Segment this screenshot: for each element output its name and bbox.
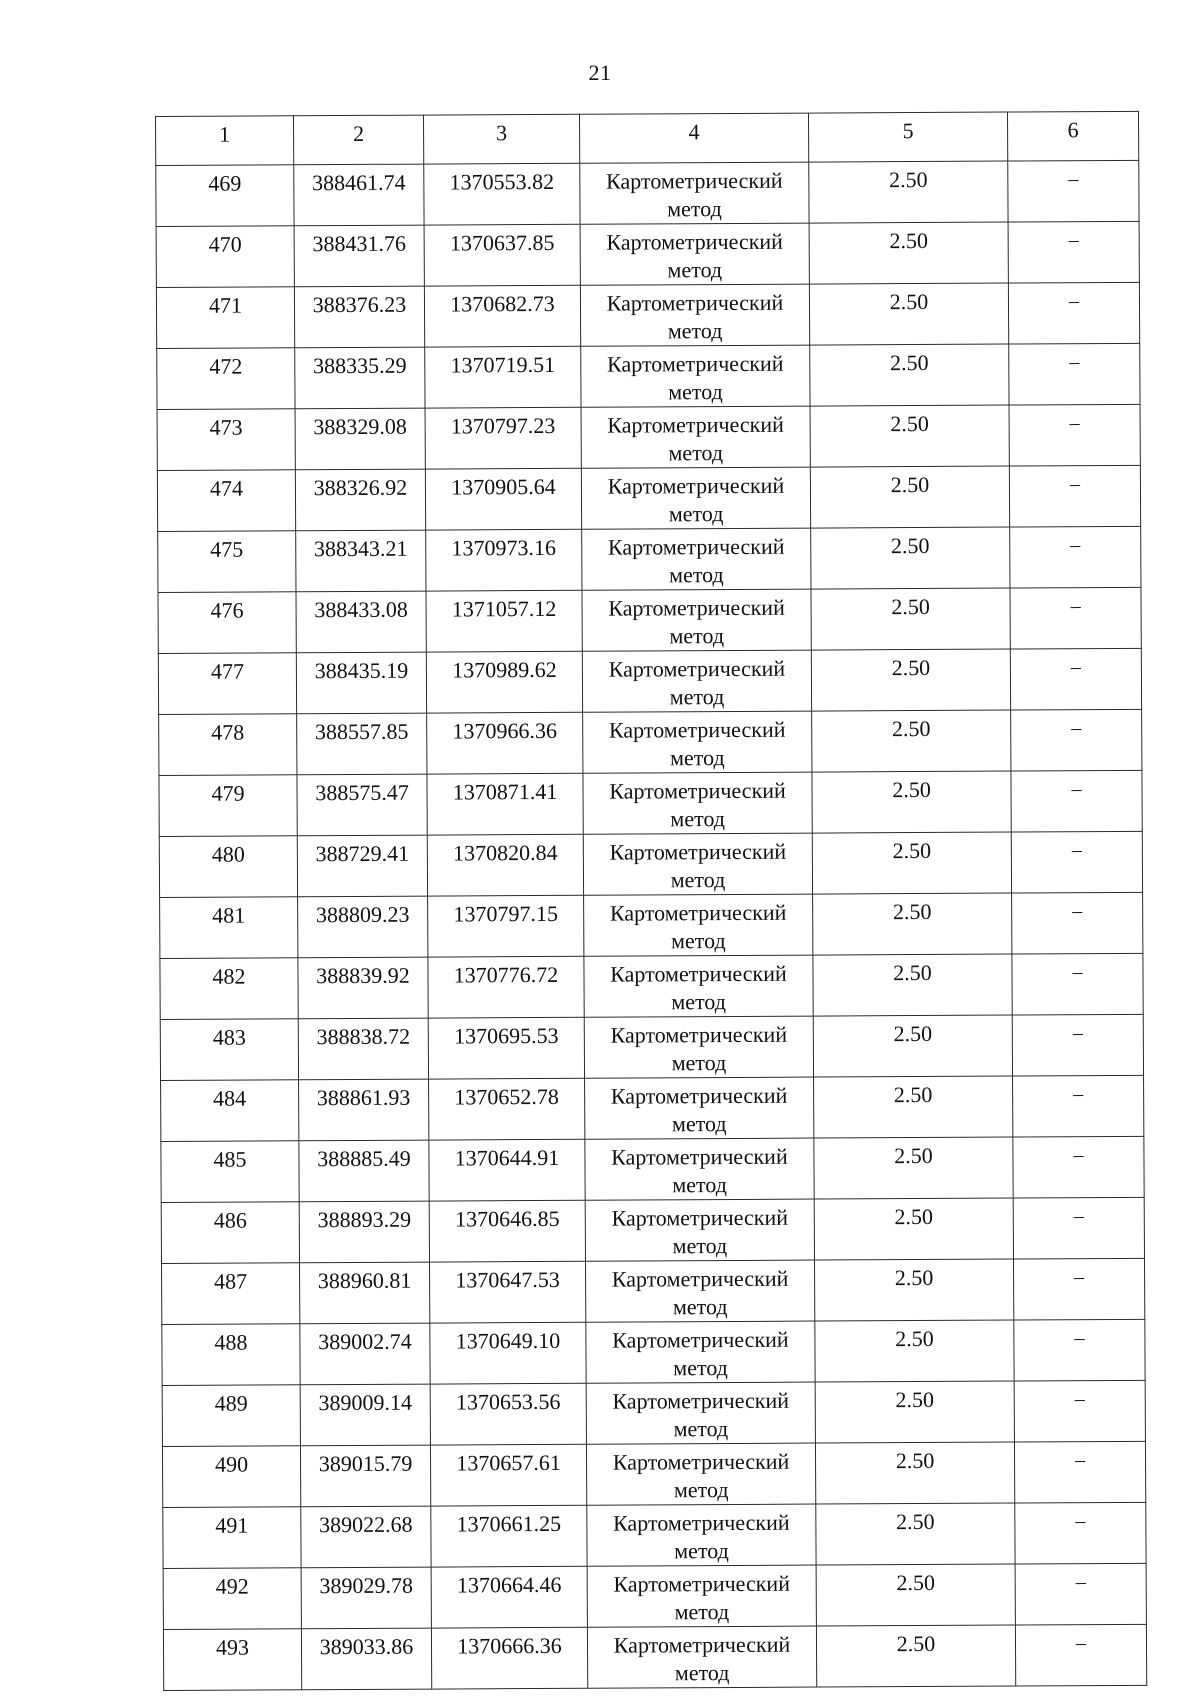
method-cell: Картометрический метод [586,1260,815,1322]
method-cell: Картометрический метод [580,223,809,285]
x-coordinate-cell: 388839.92 [298,957,428,1019]
table-row [163,1502,1146,1568]
point-number-cell: 474 [157,470,295,532]
note-cell: – [1013,1136,1144,1198]
note-cell: – [1014,1441,1145,1503]
note-cell: – [1009,343,1140,405]
y-coordinate-cell: 1370989.62 [426,651,582,713]
point-number-cell: 473 [157,409,295,471]
table-header [156,111,1139,165]
table-row [163,1563,1146,1629]
y-coordinate-cell: 1370646.85 [429,1200,585,1262]
note-cell: – [1014,1380,1145,1442]
point-number-cell: 469 [156,165,294,227]
x-coordinate-cell: 388861.93 [299,1079,429,1141]
y-coordinate-cell: 1370657.61 [430,1444,586,1506]
accuracy-cell: 2.50 [810,405,1009,467]
y-coordinate-cell: 1370637.85 [424,224,580,286]
note-cell: – [1008,221,1139,283]
accuracy-cell: 2.50 [810,466,1009,528]
method-cell: Картометрический метод [587,1565,816,1627]
point-number-cell: 492 [163,1568,301,1630]
x-coordinate-cell: 388376.23 [294,286,424,348]
method-cell: Картометрический метод [585,1138,814,1200]
method-cell: Картометрический метод [587,1626,816,1688]
table-row [156,221,1139,287]
point-number-cell: 479 [159,775,297,837]
accuracy-cell: 2.50 [814,1076,1013,1138]
point-number-cell: 493 [163,1629,301,1691]
table-header-row [156,111,1139,165]
method-cell: Картометрический метод [587,1504,816,1566]
table-row [162,1441,1145,1507]
y-coordinate-cell: 1370966.36 [427,712,583,774]
y-coordinate-cell: 1370666.36 [431,1627,587,1689]
x-coordinate-cell: 389033.86 [301,1628,431,1690]
note-cell: – [1015,1563,1146,1625]
y-coordinate-cell: 1370871.41 [427,773,583,835]
accuracy-cell: 2.50 [814,1198,1013,1260]
x-coordinate-cell: 388729.41 [297,835,427,897]
note-cell: – [1015,1502,1146,1564]
method-cell: Картометрический метод [584,955,813,1017]
accuracy-cell: 2.50 [809,222,1008,284]
y-coordinate-cell: 1370644.91 [429,1139,585,1201]
method-cell: Картометрический метод [584,1016,813,1078]
x-coordinate-cell: 388335.29 [295,347,425,409]
table-row [162,1380,1145,1446]
point-number-cell: 476 [158,592,296,654]
y-coordinate-cell: 1370682.73 [424,285,580,347]
x-coordinate-cell: 388838.72 [298,1018,428,1080]
method-cell: Картометрический метод [585,1199,814,1261]
x-coordinate-cell: 389022.68 [301,1506,431,1568]
y-coordinate-cell: 1370973.16 [426,529,582,591]
page-number: 21 [588,60,612,85]
note-cell: – [1010,587,1141,649]
x-coordinate-cell: 389002.74 [300,1323,430,1385]
table-row [156,282,1139,348]
accuracy-cell: 2.50 [810,344,1009,406]
table-row [159,709,1142,775]
accuracy-cell: 2.50 [815,1442,1014,1504]
note-cell: – [1014,1319,1145,1381]
method-cell: Картометрический метод [586,1321,815,1383]
table-row [161,1075,1144,1141]
y-coordinate-cell: 1370797.15 [428,895,584,957]
x-coordinate-cell: 388885.49 [299,1140,429,1202]
accuracy-cell: 2.50 [815,1320,1014,1382]
y-coordinate-cell: 1370664.46 [431,1566,587,1628]
x-coordinate-cell: 388575.47 [297,774,427,836]
y-coordinate-cell: 1370797.23 [425,407,581,469]
x-coordinate-cell: 388343.21 [296,530,426,592]
table-row [160,953,1143,1019]
accuracy-cell: 2.50 [814,1137,1013,1199]
point-number-cell: 486 [161,1202,299,1264]
point-number-cell: 488 [162,1324,300,1386]
y-coordinate-cell: 1370652.78 [429,1078,585,1140]
note-cell: – [1010,648,1141,710]
x-coordinate-cell: 388435.19 [296,652,426,714]
accuracy-cell: 2.50 [811,527,1010,589]
y-coordinate-cell: 1370553.82 [424,163,580,225]
point-number-cell: 483 [160,1019,298,1081]
table-row [157,404,1140,470]
note-cell: – [1012,892,1143,954]
note-cell: – [1008,282,1139,344]
table-row [160,1014,1143,1080]
y-coordinate-cell: 1370695.53 [428,1017,584,1079]
table-row [157,465,1140,531]
note-cell: – [1012,1014,1143,1076]
note-cell: – [1013,1197,1144,1259]
note-cell: – [1009,465,1140,527]
note-cell: – [1009,404,1140,466]
accuracy-cell: 2.50 [813,1015,1012,1077]
note-cell: – [1008,160,1139,222]
table-row [158,587,1141,653]
point-number-cell: 481 [160,897,298,959]
table-row [162,1319,1145,1385]
y-coordinate-cell: 1370661.25 [431,1505,587,1567]
accuracy-cell: 2.50 [812,832,1011,894]
y-coordinate-cell: 1370905.64 [425,468,581,530]
point-number-cell: 487 [162,1263,300,1325]
method-cell: Картометрический метод [586,1443,815,1505]
method-cell: Картометрический метод [582,589,811,651]
point-number-cell: 475 [158,531,296,593]
y-coordinate-cell: 1370776.72 [428,956,584,1018]
point-number-cell: 470 [156,226,294,288]
table-row [158,648,1141,714]
method-cell: Картометрический метод [581,345,810,407]
x-coordinate-cell: 389029.78 [301,1567,431,1629]
method-cell: Картометрический метод [580,162,809,224]
point-number-cell: 477 [158,653,296,715]
coordinates-table [155,111,1147,1691]
x-coordinate-cell: 388461.74 [294,164,424,226]
column-header: 6 [1007,111,1138,161]
x-coordinate-cell: 388960.81 [300,1262,430,1324]
table-row [160,892,1143,958]
method-cell: Картометрический метод [582,528,811,590]
point-number-cell: 490 [162,1446,300,1508]
method-cell: Картометрический метод [583,833,812,895]
y-coordinate-cell: 1370820.84 [427,834,583,896]
table-row [161,1136,1144,1202]
y-coordinate-cell: 1370719.51 [425,346,581,408]
y-coordinate-cell: 1370647.53 [430,1261,586,1323]
table-row [156,160,1139,226]
point-number-cell: 482 [160,958,298,1020]
table-row [161,1197,1144,1263]
x-coordinate-cell: 388326.92 [295,469,425,531]
x-coordinate-cell: 388433.08 [296,591,426,653]
table-row [159,770,1142,836]
accuracy-cell: 2.50 [813,954,1012,1016]
table-row [158,526,1141,592]
column-header: 4 [579,113,808,163]
method-cell: Картометрический метод [581,406,810,468]
y-coordinate-cell: 1370653.56 [430,1383,586,1445]
point-number-cell: 480 [159,836,297,898]
method-cell: Картометрический метод [584,894,813,956]
note-cell: – [1013,1258,1144,1320]
table-row [163,1624,1146,1690]
column-header: 3 [423,114,579,164]
accuracy-cell: 2.50 [816,1503,1015,1565]
note-cell: – [1013,1075,1144,1137]
point-number-cell: 484 [161,1080,299,1142]
x-coordinate-cell: 389015.79 [300,1445,430,1507]
point-number-cell: 485 [161,1141,299,1203]
x-coordinate-cell: 388809.23 [298,896,428,958]
method-cell: Картометрический метод [585,1077,814,1139]
x-coordinate-cell: 388557.85 [297,713,427,775]
note-cell: – [1011,831,1142,893]
accuracy-cell: 2.50 [812,771,1011,833]
x-coordinate-cell: 389009.14 [300,1384,430,1446]
y-coordinate-cell: 1370649.10 [430,1322,586,1384]
column-header: 2 [294,115,424,165]
method-cell: Картометрический метод [580,284,809,346]
method-cell: Картометрический метод [586,1382,815,1444]
method-cell: Картометрический метод [583,772,812,834]
accuracy-cell: 2.50 [812,710,1011,772]
accuracy-cell: 2.50 [811,649,1010,711]
accuracy-cell: 2.50 [813,893,1012,955]
table-row [157,343,1140,409]
accuracy-cell: 2.50 [816,1625,1015,1687]
point-number-cell: 471 [156,287,294,349]
table-row [162,1258,1145,1324]
method-cell: Картометрический метод [583,711,812,773]
point-number-cell: 491 [163,1507,301,1569]
y-coordinate-cell: 1371057.12 [426,590,582,652]
note-cell: – [1011,709,1142,771]
method-cell: Картометрический метод [582,650,811,712]
x-coordinate-cell: 388893.29 [299,1201,429,1263]
accuracy-cell: 2.50 [814,1259,1013,1321]
note-cell: – [1010,526,1141,588]
accuracy-cell: 2.50 [815,1381,1014,1443]
x-coordinate-cell: 388329.08 [295,408,425,470]
accuracy-cell: 2.50 [816,1564,1015,1626]
point-number-cell: 489 [162,1385,300,1447]
table-row [159,831,1142,897]
column-header: 1 [156,116,294,166]
table-body [156,160,1147,1690]
point-number-cell: 478 [159,714,297,776]
note-cell: – [1012,953,1143,1015]
point-number-cell: 472 [157,348,295,410]
accuracy-cell: 2.50 [809,161,1008,223]
note-cell: – [1015,1624,1146,1686]
x-coordinate-cell: 388431.76 [294,225,424,287]
method-cell: Картометрический метод [581,467,810,529]
accuracy-cell: 2.50 [811,588,1010,650]
column-header: 5 [808,112,1007,162]
accuracy-cell: 2.50 [809,283,1008,345]
note-cell: – [1011,770,1142,832]
